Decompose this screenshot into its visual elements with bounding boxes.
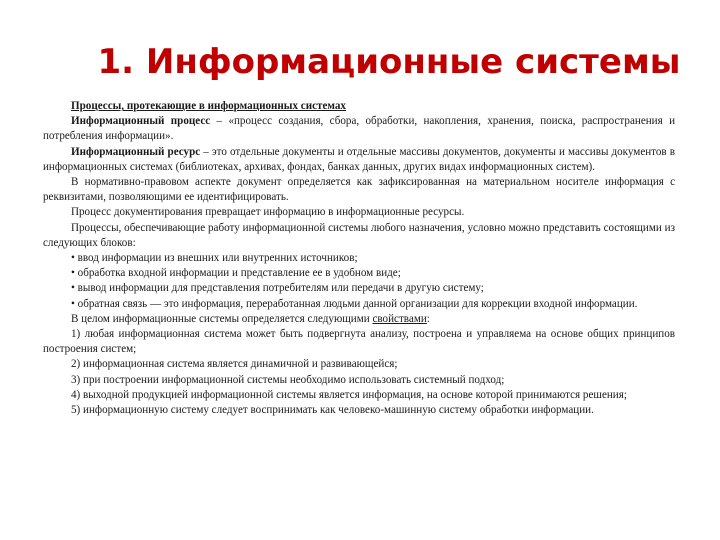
bullet-item: • ввод информации из внешних или внутренних источников; bbox=[71, 252, 358, 265]
bullet-item: • обратная связь — это информация, переработанная людьми данной организации для коррекции входной информации. bbox=[71, 297, 638, 310]
term-information-resource: Информационный ресурс bbox=[71, 145, 201, 158]
paragraph-blocks-intro: Процессы, обеспечивающие работу информационной системы любого назначения, условно можно представить состоящими из следующих блоков: bbox=[43, 221, 675, 249]
term-information-process: Информационный процесс bbox=[71, 115, 211, 128]
paragraph-documenting: Процесс документирования превращает информацию в информационные ресурсы. bbox=[71, 206, 465, 219]
property-item: 2) информационная система является динамичной и развивающейся; bbox=[71, 358, 398, 371]
paragraph-legal-aspect: В нормативно-правовом аспекте документ определяется как зафиксированная на материальном носителе информация с реквизитами, позволяющими ее идентифицировать. bbox=[43, 176, 675, 204]
definition-information-process: – «процесс создания, сбора, обработки, накопления, хранения, поиска, распространения и потребления информации». bbox=[43, 115, 676, 143]
property-item: 1) любая информационная система может быть подвергнута анализу, построена и управляема на основе общих принципов построения систем; bbox=[43, 328, 675, 356]
bullet-item: • обработка входной информации и представление ее в удобном виде; bbox=[71, 267, 401, 280]
paragraph-properties-intro bbox=[43, 312, 675, 327]
definition-information-resource: – это отдельные документы и отдельные массивы документов, документы и массивы документов в информационных системах (библиотеках, архивах, фондах, банках данных, других видах информационных систем). bbox=[43, 145, 675, 173]
paragraph-information-process bbox=[43, 114, 675, 144]
body-text bbox=[43, 99, 675, 418]
property-item: 5) информационную систему следует воспринимать как человеко-машинную систему обработки информации. bbox=[71, 404, 594, 417]
paragraph-information-resource bbox=[43, 145, 675, 175]
properties-link[interactable]: свойствами bbox=[372, 312, 427, 325]
section-heading: Процессы, протекающие в информационных системах bbox=[71, 100, 346, 112]
properties-intro-text: В целом информационные системы определяется следующими bbox=[71, 312, 373, 325]
property-item: 4) выходной продукцией информационной системы является информация, на основе которой принимаются решения; bbox=[71, 388, 627, 401]
bullet-item: • вывод информации для представления потребителям или передачи в другую систему; bbox=[71, 282, 484, 295]
property-item: 3) при построении информационной системы необходимо использовать системный подход; bbox=[71, 373, 505, 386]
slide-title bbox=[0, 42, 720, 82]
slide-title-text: 1. Информационные системы bbox=[97, 42, 681, 82]
properties-colon: : bbox=[426, 312, 430, 325]
